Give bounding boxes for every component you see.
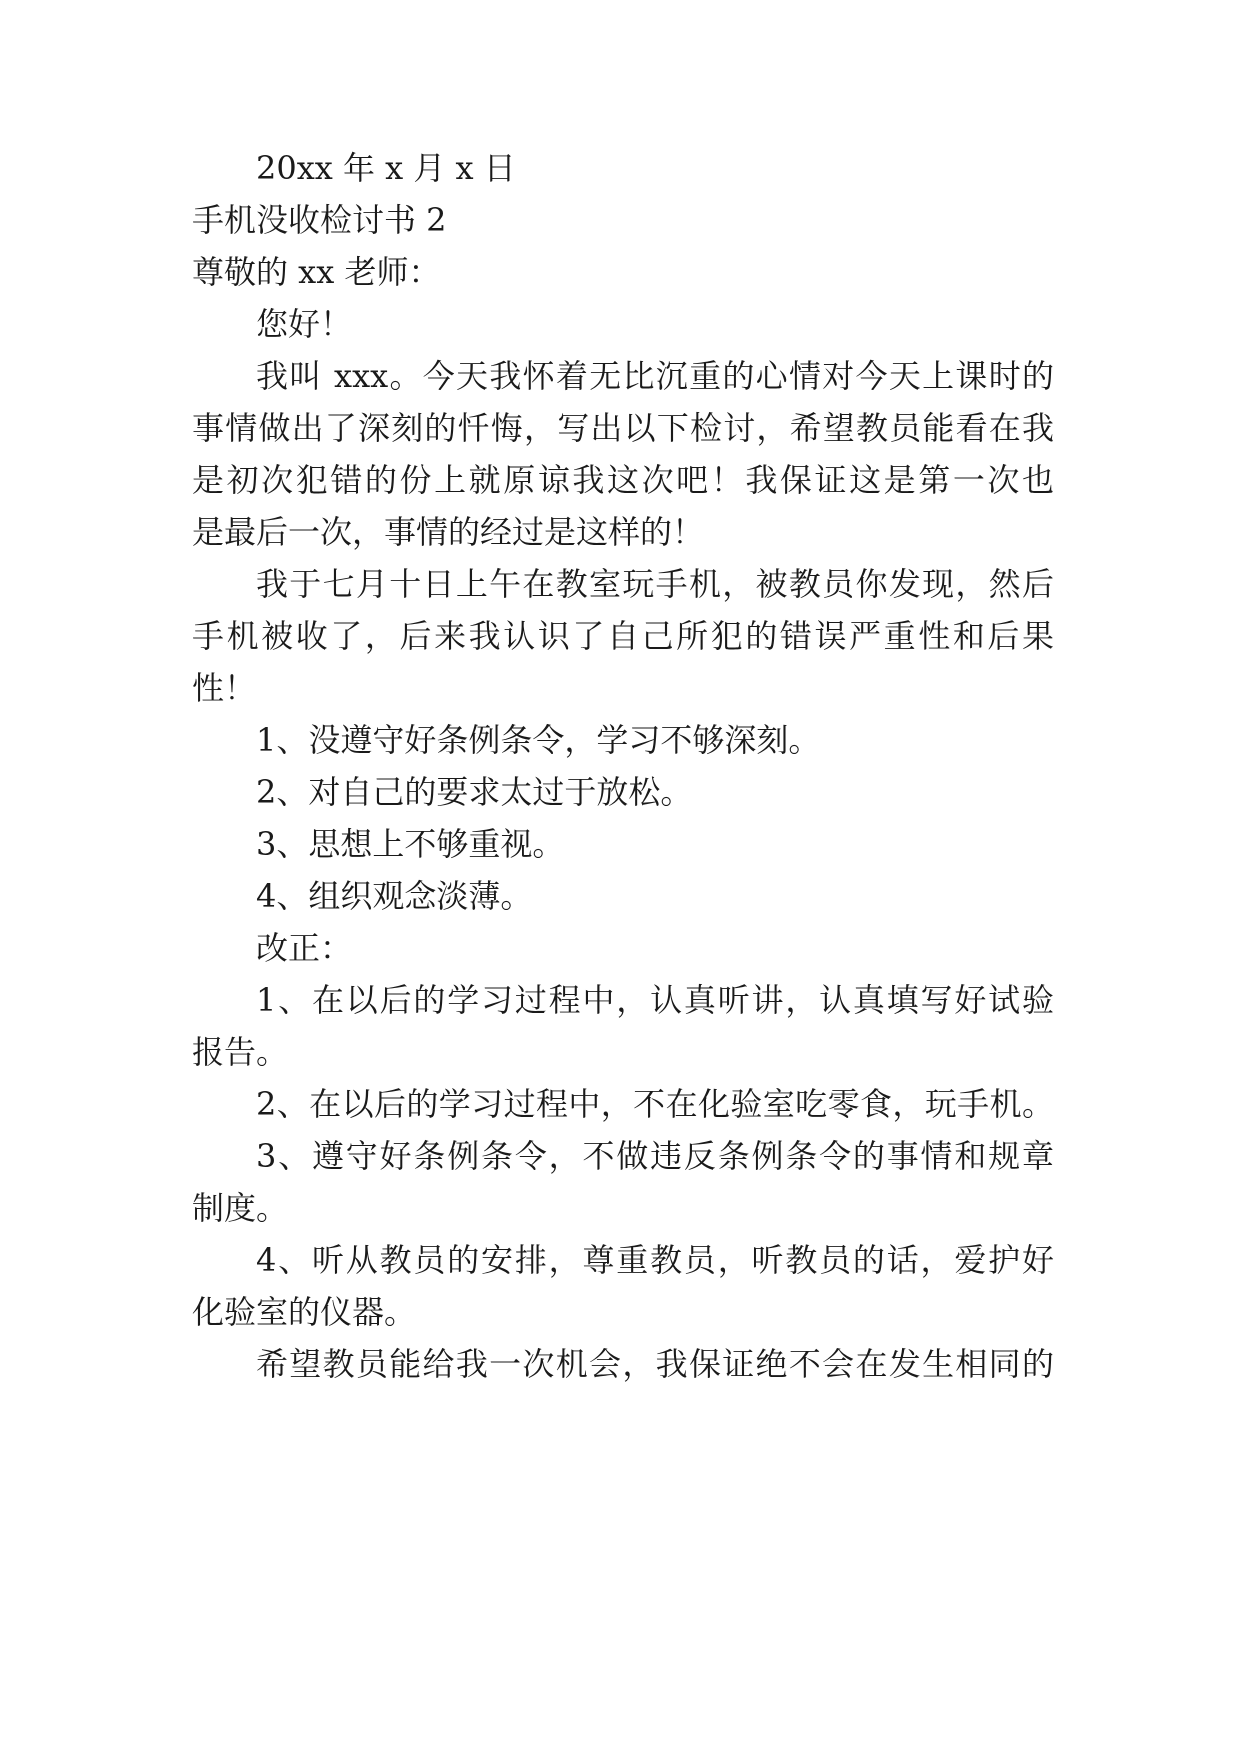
- paragraph-line: 是初次犯错的份上就原谅我这次吧！我保证这是第一次也: [192, 461, 1054, 499]
- salutation: 尊敬的 xx 老师：: [192, 253, 441, 291]
- correction-item: 3、遵守好条例条令，不做违反条例条令的事情和规章: [256, 1137, 1054, 1175]
- document-title: 手机没收检讨书 2: [192, 201, 447, 239]
- correction-item: 2、在以后的学习过程中，不在化验室吃零食，玩手机。: [256, 1085, 1054, 1123]
- paragraph-line: 事情做出了深刻的忏悔，写出以下检讨，希望教员能看在我: [192, 409, 1054, 447]
- reason-item: 1、没遵守好条例条令，学习不够深刻。: [256, 721, 821, 759]
- reason-item: 3、思想上不够重视。: [256, 825, 565, 863]
- correction-item-continued: 化验室的仪器。: [192, 1293, 417, 1331]
- paragraph-line: 是最后一次，事情的经过是这样的！: [192, 513, 705, 551]
- closing-paragraph-line: 希望教员能给我一次机会，我保证绝不会在发生相同的: [256, 1345, 1054, 1383]
- reason-item: 4、组织观念淡薄。: [256, 877, 533, 915]
- paragraph-line: 我叫 xxx。今天我怀着无比沉重的心情对今天上课时的: [256, 357, 1054, 395]
- correction-item-continued: 制度。: [192, 1189, 289, 1227]
- correction-item-continued: 报告。: [192, 1033, 289, 1071]
- correction-heading: 改正：: [256, 929, 353, 967]
- correction-item: 4、听从教员的安排，尊重教员，听教员的话，爱护好: [256, 1241, 1054, 1279]
- date-line: 20xx 年 x 月 x 日: [256, 149, 516, 187]
- reason-item: 2、对自己的要求太过于放松。: [256, 773, 693, 811]
- correction-item: 1、在以后的学习过程中，认真听讲，认真填写好试验: [256, 981, 1054, 1019]
- paragraph-line: 手机被收了，后来我认识了自己所犯的错误严重性和后果: [192, 617, 1054, 655]
- greeting: 您好！: [256, 305, 353, 343]
- paragraph-line: 性！: [192, 669, 257, 707]
- paragraph-line: 我于七月十日上午在教室玩手机，被教员你发现，然后: [256, 565, 1054, 603]
